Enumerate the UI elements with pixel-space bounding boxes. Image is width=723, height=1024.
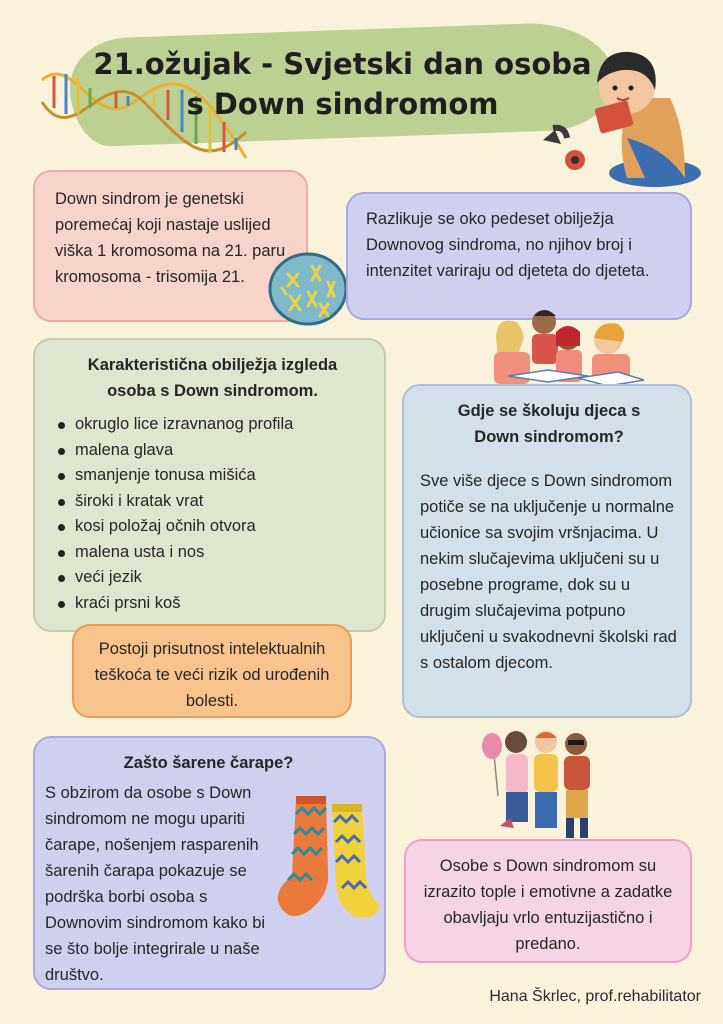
title-line-2: s Down sindromom bbox=[186, 87, 499, 121]
socks-text: S obzirom da osobe s Down sindromom ne mogu upariti čarape, nošenjem rasparenih šarenih čarapa pokazuje se podrška borbi osoba s Downovim sindromom kako bi se što bolje integrirale u naše društvo. bbox=[45, 784, 266, 984]
school-heading: Gdje se školuju djeca s Down sindromom? bbox=[457, 402, 641, 446]
appearance-list-item: malena usta i nos bbox=[53, 540, 372, 566]
mismatched-socks-illustration bbox=[270, 794, 382, 926]
school-text: Sve više djece s Down sindromom potiče se na uključenje u normalne učionice sa svojim vršnjacima. U nekim slučajevima uključeni su u posebne programe, dok su u drugim slučajevima potpuno uključeni u svakodnevni školski rad s ostalom djecom. bbox=[420, 472, 677, 672]
appearance-list-item: okruglo lice izravnanog profila bbox=[53, 412, 372, 438]
appearance-list-item: kraći prsni koš bbox=[53, 591, 372, 617]
title-line-1: 21.ožujak - Svjetski dan osoba bbox=[93, 47, 592, 81]
socks-heading: Zašto šarene čarape? bbox=[123, 754, 294, 772]
intellect-text: Postoji prisutnost intelektualnih teškoća te veći rizik od urođenih bolesti. bbox=[94, 640, 330, 710]
author-credit: Hana Škrlec, prof.rehabilitator bbox=[489, 988, 701, 1005]
traits-count-text: Razlikuje se oko pedeset obilježja Downovog sindroma, no njihov broj i intenzitet variraju od djeteta do djeteta. bbox=[366, 210, 650, 280]
appearance-list-item: smanjenje tonusa mišića bbox=[53, 463, 372, 489]
appearance-card bbox=[33, 338, 386, 632]
appearance-list-item: kosi položaj očnih otvora bbox=[53, 514, 372, 540]
traits-count-card bbox=[346, 192, 692, 320]
appearance-list-item: široki i kratak vrat bbox=[53, 489, 372, 515]
intro-text: Down sindrom je genetski poremećaj koji nastaje uslijed viška 1 kromosoma na 21. paru kromosoma - trisomija 21. bbox=[55, 190, 286, 286]
appearance-list-item: malena glava bbox=[53, 438, 372, 464]
reading-girl-illustration bbox=[535, 28, 705, 188]
school-card bbox=[402, 384, 692, 718]
warmth-text: Osobe s Down sindromom su izrazito tople i emotivne a zadatke obavljaju vrlo entuzijastično i predano. bbox=[423, 857, 673, 953]
intellect-card bbox=[72, 624, 352, 718]
appearance-list bbox=[53, 412, 372, 616]
warmth-card bbox=[404, 839, 692, 963]
kids-group-illustration bbox=[480, 726, 610, 846]
appearance-list-item: veći jezik bbox=[53, 565, 372, 591]
intro-card bbox=[33, 170, 308, 322]
appearance-heading: Karakteristična obilježja izgleda osoba s Down sindromom. bbox=[87, 356, 338, 400]
chromosomes-illustration bbox=[268, 252, 348, 326]
page-title bbox=[70, 44, 615, 124]
